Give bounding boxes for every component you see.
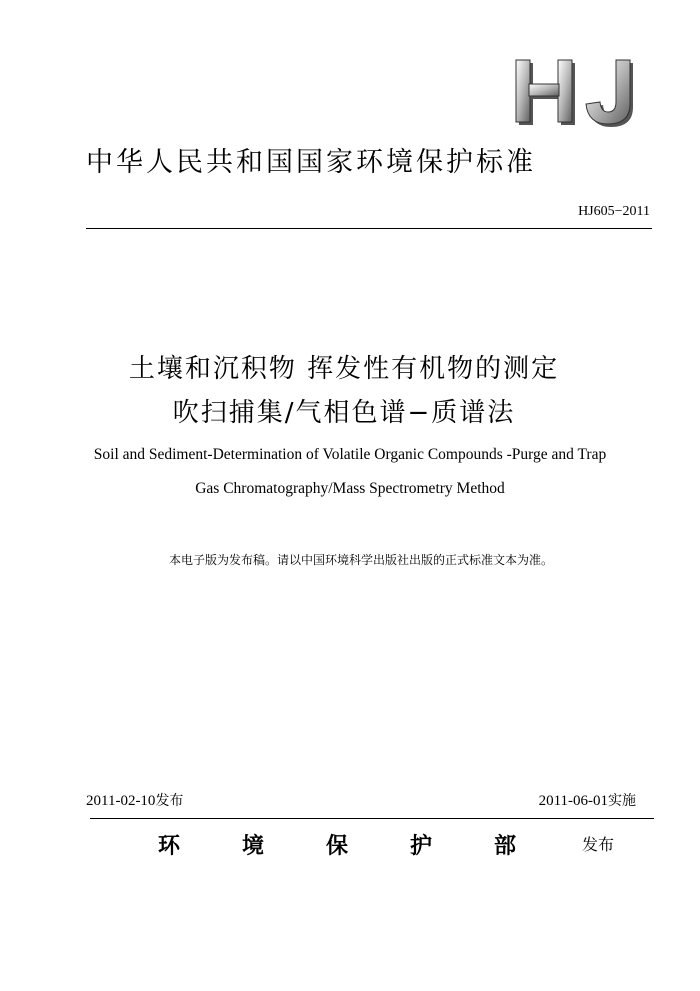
- english-title-line-2: Gas Chromatography/Mass Spectrometry Method: [195, 480, 505, 497]
- ministry-char: 环: [158, 834, 181, 859]
- issue-date: [86, 790, 183, 810]
- issue-label: 发布: [155, 793, 184, 809]
- standard-number: HJ605−2011: [578, 204, 650, 219]
- electronic-version-notice: 本电子版为发布稿。请以中国环境科学出版社出版的正式标准文本为准。: [168, 553, 553, 567]
- implementation-date: [539, 790, 636, 810]
- english-title-line-1: Soil and Sediment-Determination of Volatile Organic Compounds -Purge and Trap: [93, 446, 607, 463]
- publish-label: 发布: [582, 835, 615, 854]
- implement-label: 实施: [608, 793, 636, 809]
- chinese-title-line-1: 土壤和沉积物 挥发性有机物的测定: [128, 354, 560, 384]
- chinese-title-line-2: 吹扫捕集/气相色谱−质谱法: [172, 398, 516, 428]
- ministry-char: 境: [242, 834, 265, 859]
- ministry-char: 保: [326, 834, 349, 859]
- ministry-char: 护: [410, 834, 433, 859]
- hj-logo: [512, 58, 640, 130]
- header-divider: [86, 228, 652, 229]
- national-standard-title: 中华人民共和国国家环境保护标准: [86, 147, 536, 178]
- issue-date-value: 2011-02-10: [86, 793, 156, 809]
- implement-date-value: 2011-06-01: [538, 793, 608, 809]
- footer-divider: [90, 818, 654, 819]
- ministry-char: 部: [494, 834, 517, 859]
